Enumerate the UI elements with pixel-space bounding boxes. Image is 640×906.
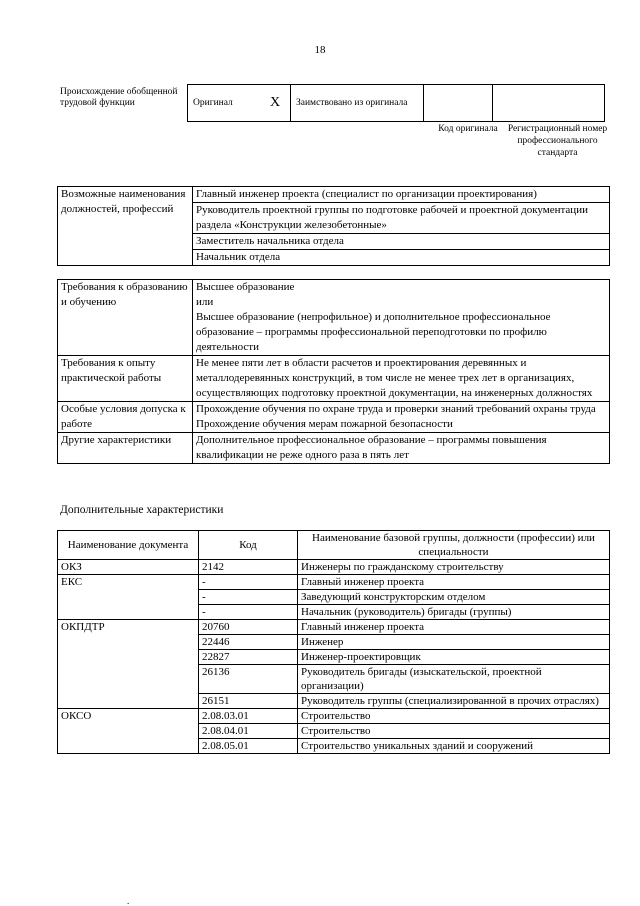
name-cell: Инженер-проектировщик (298, 650, 610, 665)
name-cell: Руководитель группы (специализированной в прочих отраслях) (298, 694, 610, 709)
job-titles-label: Возможные наименования должностей, профессий (58, 187, 193, 266)
doc-cell: ЕКС (58, 575, 199, 590)
code-cell: 2.08.04.01 (199, 724, 298, 739)
doc-cell-empty (58, 739, 199, 754)
code-cell: 2.08.03.01 (199, 709, 298, 724)
requirements-table (57, 279, 610, 464)
requirement-label: Требования к опыту практической работы (58, 356, 193, 402)
name-cell: Главный инженер проекта (298, 575, 610, 590)
requirement-line: Не менее пяти лет в области расчетов и проектирования деревянных и металлодеревянных конструкций, в том числе не менее трех лет в организациях, осуществляющих подготовку проектной документации, на инженерных должностях (196, 357, 593, 399)
job-title-item: Заместитель начальника отдела (193, 234, 609, 250)
table-row (58, 635, 610, 650)
name-cell: Руководитель бригады (изыскательской, проектной организации) (298, 665, 610, 694)
doc-cell-empty (58, 605, 199, 620)
origin-label: Происхождение обобщенной трудовой функции (60, 87, 178, 108)
table-row (58, 709, 610, 724)
requirement-value (193, 433, 610, 464)
job-title-item: Главный инженер проекта (специалист по организации проектирования) (193, 187, 609, 203)
doc-cell: ОКСО (58, 709, 199, 724)
table-row (58, 650, 610, 665)
table-row (58, 739, 610, 754)
requirement-value (193, 402, 610, 433)
requirement-label: Особые условия допуска к работе (58, 402, 193, 433)
name-cell: Строительство уникальных зданий и сооружений (298, 739, 610, 754)
code-cell: 26136 (199, 665, 298, 694)
origin-borrowed-cell (291, 85, 424, 122)
code-cell: 2142 (199, 560, 298, 575)
name-cell: Инженер (298, 635, 610, 650)
requirement-row-other (58, 433, 610, 464)
name-cell: Главный инженер проекта (298, 620, 610, 635)
code-cell: 26151 (199, 694, 298, 709)
requirement-line: Высшее образование (196, 281, 295, 293)
requirement-line: Дополнительное профессиональное образование – программы повышения квалификации не реже одного раза в пять лет (196, 434, 547, 461)
reg-caption: Регистрационный номер профессионального стандарта (507, 124, 608, 158)
doc-cell-empty (58, 590, 199, 605)
table-row (58, 665, 610, 694)
doc-cell-empty (58, 665, 199, 694)
code-cell: - (199, 590, 298, 605)
header-document: Наименование документа (58, 531, 199, 560)
doc-cell-empty (58, 650, 199, 665)
code-cell: 22446 (199, 635, 298, 650)
requirement-row-admission (58, 402, 610, 433)
job-title-item: Начальник отдела (196, 251, 281, 263)
requirement-row-experience (58, 356, 610, 402)
table-row (58, 590, 610, 605)
code-cell: - (199, 575, 298, 590)
table-header-row (58, 531, 610, 560)
origin-original-label: Оригинал (193, 97, 233, 108)
job-titles-table (57, 186, 610, 266)
code-cell: 2.08.05.01 (199, 739, 298, 754)
header-code: Код (199, 531, 298, 560)
doc-cell-empty (58, 724, 199, 739)
table-row (58, 605, 610, 620)
requirement-value (193, 356, 610, 402)
classifiers-table (57, 530, 610, 754)
requirement-label: Требования к образованию и обучению (58, 280, 193, 356)
name-cell: Строительство (298, 709, 610, 724)
name-cell: Инженеры по гражданскому строительству (298, 560, 610, 575)
requirement-line: Прохождение обучения мерам пожарной безопасности (196, 418, 453, 430)
origin-original-cell (188, 85, 261, 122)
code-cell: - (199, 605, 298, 620)
requirement-row-education (58, 280, 610, 356)
bottom-mark: . (127, 896, 130, 906)
name-cell: Строительство (298, 724, 610, 739)
origin-mark-cell (260, 85, 291, 122)
additional-title: Дополнительные характеристики (60, 504, 224, 516)
requirement-label: Другие характеристики (58, 433, 193, 464)
requirement-line: или (196, 296, 214, 308)
origin-table (187, 84, 605, 122)
name-cell: Заведующий конструкторским отделом (298, 590, 610, 605)
name-cell: Начальник (руководитель) бригады (группы) (298, 605, 610, 620)
origin-reg-number-cell (493, 85, 605, 122)
doc-cell-empty (58, 635, 199, 650)
table-row (58, 724, 610, 739)
code-cell: 20760 (199, 620, 298, 635)
job-titles-values (193, 187, 610, 266)
origin-borrowed-label: Заимствовано из оригинала (296, 97, 408, 108)
code-cell: 22827 (199, 650, 298, 665)
doc-cell: ОКЗ (58, 560, 199, 575)
header-name: Наименование базовой группы, должности (профессии) или специальности (298, 531, 610, 560)
origin-code-cell (424, 85, 493, 122)
table-row (58, 575, 610, 590)
doc-cell-empty (58, 694, 199, 709)
table-row (58, 694, 610, 709)
table-row (58, 560, 610, 575)
origin-mark: X (269, 94, 281, 110)
requirement-line: Высшее образование (непрофильное) и дополнительное профессиональное образование – программы профессиональной переподготовки по профилю деятельности (196, 311, 551, 353)
job-title-item: Руководитель проектной группы по подготовке рабочей и проектной документации раздела «Конструкции железобетонные» (193, 203, 609, 234)
requirement-value (193, 280, 610, 356)
page-number: 18 (314, 44, 326, 56)
code-caption: Код оригинала (438, 124, 498, 134)
requirement-line: Прохождение обучения по охране труда и проверки знаний требований охраны труда (196, 403, 596, 415)
table-row (58, 620, 610, 635)
doc-cell: ОКПДТР (58, 620, 199, 635)
